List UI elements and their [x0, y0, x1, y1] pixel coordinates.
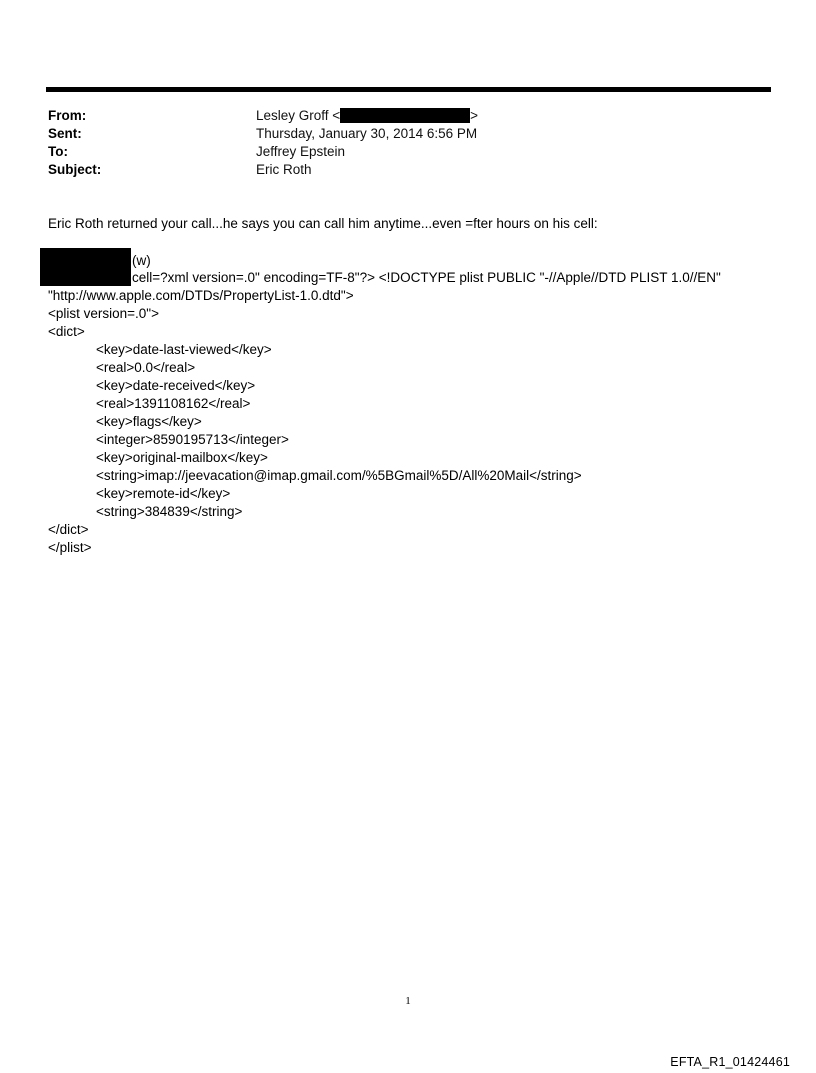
from-value	[256, 107, 478, 125]
to-row	[48, 143, 478, 161]
subject-value: Eric Roth	[256, 162, 312, 177]
phone-suffix: (w)	[132, 253, 151, 268]
code-line: <key>original-mailbox</key>	[96, 450, 268, 465]
code-line: </plist>	[48, 540, 92, 555]
subject-row	[48, 161, 478, 179]
bates-number: EFTA_R1_01424461	[670, 1055, 790, 1069]
code-line: <integer>8590195713</integer>	[96, 432, 289, 447]
sent-value: Thursday, January 30, 2014 6:56 PM	[256, 126, 478, 141]
code-line: cell=?xml version=.0" encoding=TF-8"?> <!DOCTYPE plist PUBLIC "-//Apple//DTD PLIST 1.0//EN"	[132, 270, 721, 285]
from-name: Lesley Groff <	[256, 108, 341, 123]
code-line: <key>remote-id</key>	[96, 486, 231, 501]
from-close: >	[470, 108, 479, 123]
code-line: </dict>	[48, 522, 89, 537]
plist-code-block	[48, 269, 721, 557]
message-text: Eric Roth returned your call...he says you can call him anytime...even =fter hours on his cell:	[48, 216, 598, 231]
code-line: <real>1391108162</real>	[96, 396, 251, 411]
email-header	[48, 107, 478, 179]
code-line: "http://www.apple.com/DTDs/PropertyList-1.0.dtd">	[48, 288, 354, 303]
code-line: <real>0.0</real>	[96, 360, 196, 375]
sent-row	[48, 125, 478, 143]
sent-label: Sent:	[48, 126, 82, 141]
page-number: 1	[405, 995, 411, 1007]
to-label: To:	[48, 144, 68, 159]
code-line: <key>date-last-viewed</key>	[96, 342, 272, 357]
to-value: Jeffrey Epstein	[256, 144, 346, 159]
code-line: <string>imap://jeevacation@imap.gmail.com/%5BGmail%5D/All%20Mail</string>	[96, 468, 582, 483]
code-line: <plist version=.0">	[48, 306, 159, 321]
code-line: <string>384839</string>	[96, 504, 243, 519]
from-row	[48, 107, 478, 125]
code-line: <dict>	[48, 324, 85, 339]
subject-label: Subject:	[48, 162, 102, 177]
from-label: From:	[48, 108, 87, 123]
header-rule	[46, 87, 771, 92]
code-line: <key>date-received</key>	[96, 378, 256, 393]
code-line: <key>flags</key>	[96, 414, 202, 429]
redacted-email	[340, 108, 470, 123]
